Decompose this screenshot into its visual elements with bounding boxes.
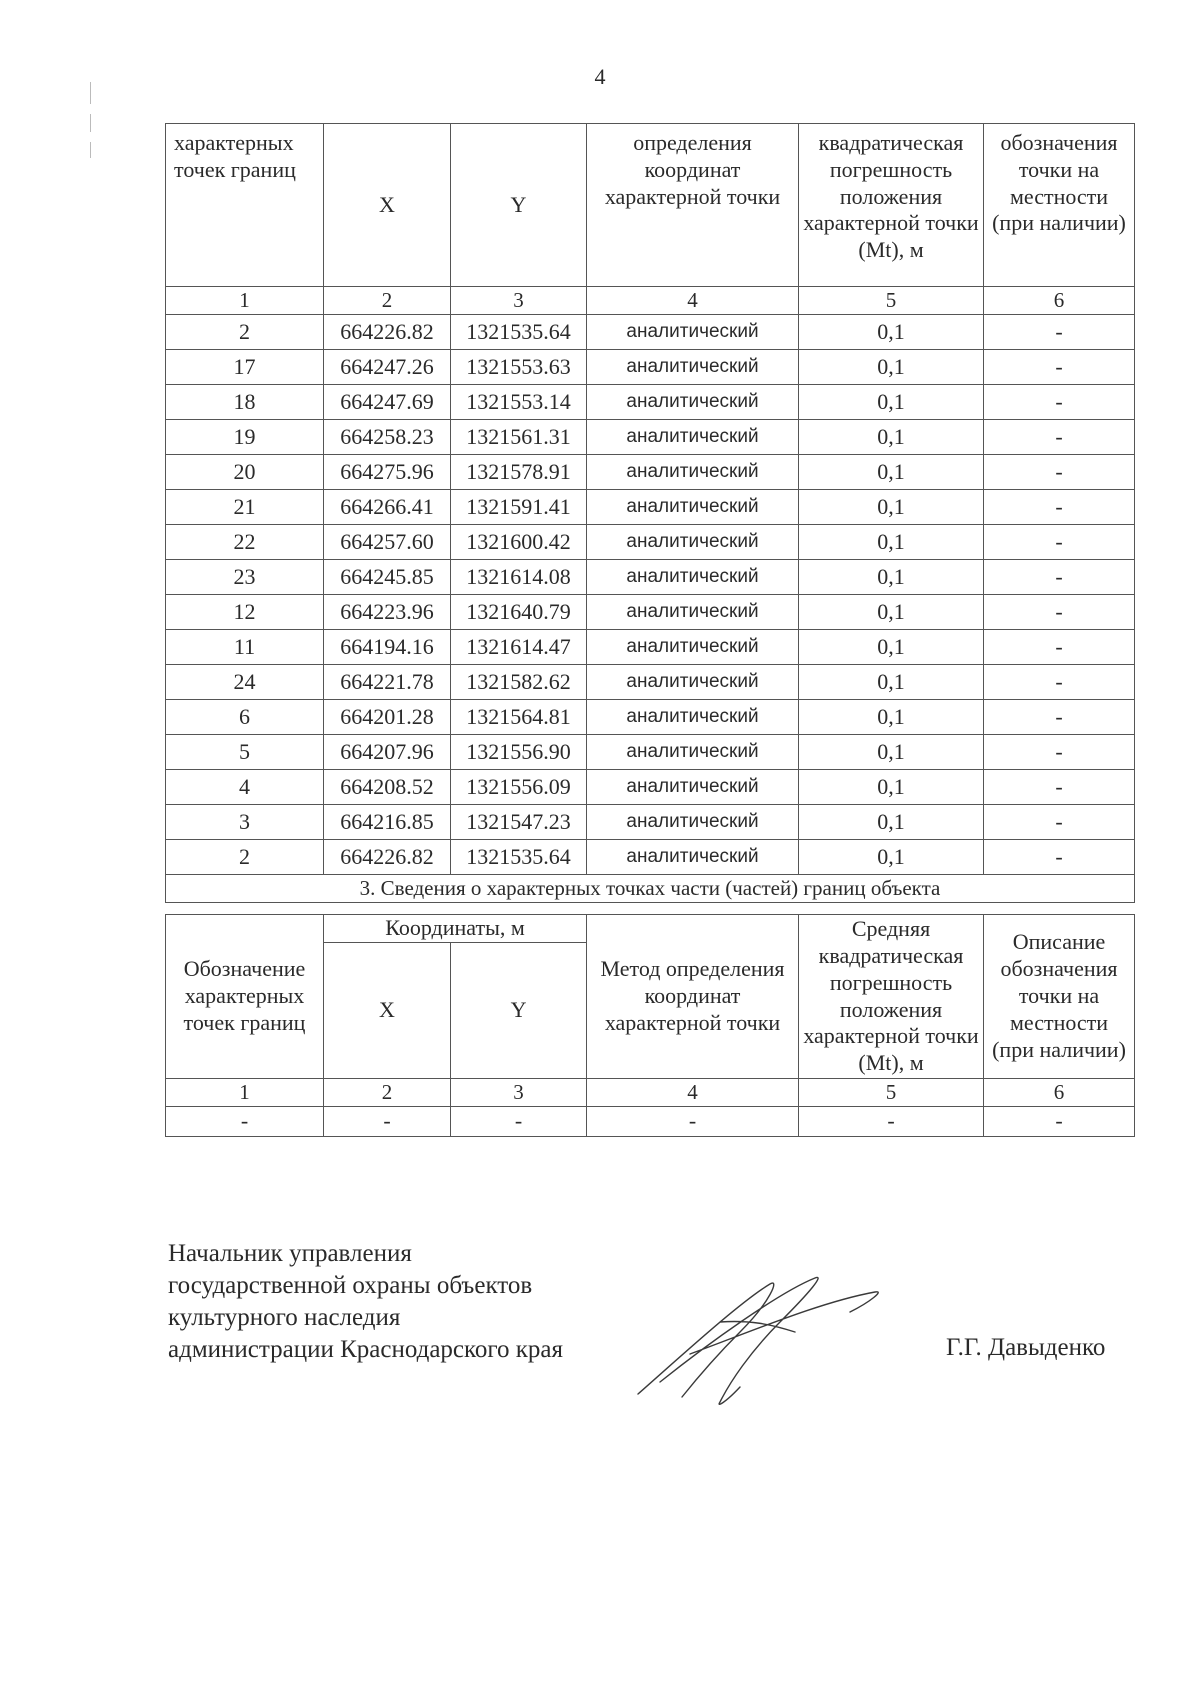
table-header-row [166,915,1135,943]
header-coordinates-group: Координаты, м [324,915,587,943]
point-cell: 22 [166,525,324,560]
position-line: администрации Краснодарского края [168,1336,564,1363]
description-cell: - [984,420,1135,455]
mt-cell: 0,1 [799,770,984,805]
description-cell: - [984,560,1135,595]
x-cell: 664208.52 [324,770,451,805]
table-row [166,420,1135,455]
table-row [166,455,1135,490]
mt-cell: 0,1 [799,665,984,700]
column-number-row [166,1079,1135,1107]
table-row [166,350,1135,385]
table-row [166,385,1135,420]
point-cell: 24 [166,665,324,700]
header-y: Y [451,124,587,287]
point-cell: 23 [166,560,324,595]
table-row [166,525,1135,560]
header-point-designation: характерных точек границ [166,124,324,287]
signer-position [168,1238,563,1366]
method-cell: аналитический [587,770,799,805]
column-number: 1 [166,1079,324,1107]
description-cell: - [984,700,1135,735]
method-cell: аналитический [587,455,799,490]
parts-boundary-points-table [165,914,1135,1137]
x-cell: 664207.96 [324,735,451,770]
x-cell: 664275.96 [324,455,451,490]
table-row [166,1107,1135,1137]
point-cell: 2 [166,315,324,350]
y-cell: 1321535.64 [451,315,587,350]
position-line: Начальник управления [168,1240,412,1267]
table-row [166,315,1135,350]
mt-cell: 0,1 [799,490,984,525]
column-number: 2 [324,1079,451,1107]
y-cell: 1321640.79 [451,595,587,630]
point-cell: 2 [166,840,324,875]
y-cell: - [451,1107,587,1137]
method-cell: аналитический [587,595,799,630]
mt-cell: 0,1 [799,315,984,350]
point-cell: 3 [166,805,324,840]
table-row [166,840,1135,875]
mt-cell: 0,1 [799,630,984,665]
method-cell: аналитический [587,630,799,665]
description-cell: - [984,455,1135,490]
table-row [166,595,1135,630]
y-cell: 1321591.41 [451,490,587,525]
column-number: 4 [587,287,799,315]
header-x: X [324,124,451,287]
section-title: 3. Сведения о характерных точках части (частей) границ объекта [166,875,1135,903]
x-cell: 664247.69 [324,385,451,420]
column-number: 5 [799,1079,984,1107]
method-cell: аналитический [587,805,799,840]
section-title-row [166,875,1135,903]
column-number-row [166,287,1135,315]
column-number: 6 [984,287,1135,315]
method-cell: аналитический [587,490,799,525]
x-cell: 664223.96 [324,595,451,630]
mt-cell: 0,1 [799,385,984,420]
description-cell: - [984,595,1135,630]
table-row [166,805,1135,840]
margin-marks [90,82,92,168]
mt-cell: 0,1 [799,560,984,595]
mt-cell: 0,1 [799,525,984,560]
mt-cell: - [799,1107,984,1137]
table-row [166,700,1135,735]
header-point-designation: Обозначение характерных точек границ [166,915,324,1079]
column-number: 2 [324,287,451,315]
x-cell: 664245.85 [324,560,451,595]
method-cell: аналитический [587,700,799,735]
point-cell: 11 [166,630,324,665]
x-cell: 664226.82 [324,315,451,350]
boundary-points-table [165,123,1135,903]
column-number: 6 [984,1079,1135,1107]
table-row [166,770,1135,805]
y-cell: 1321556.90 [451,735,587,770]
description-cell: - [984,525,1135,560]
x-cell: 664221.78 [324,665,451,700]
header-y: Y [451,943,587,1079]
point-cell: 4 [166,770,324,805]
header-accuracy: квадратическая погрешность положения характерной точки (Mt), м [799,124,984,287]
position-line: государственной охраны объектов [168,1272,533,1299]
y-cell: 1321614.47 [451,630,587,665]
column-number: 3 [451,1079,587,1107]
header-x: X [324,943,451,1079]
column-number: 1 [166,287,324,315]
mt-cell: 0,1 [799,840,984,875]
point-cell: 18 [166,385,324,420]
header-accuracy: Средняя квадратическая погрешность положения характерной точки (Mt), м [799,915,984,1079]
description-cell: - [984,805,1135,840]
method-cell: аналитический [587,735,799,770]
description-cell: - [984,385,1135,420]
point-cell: 21 [166,490,324,525]
table-row [166,630,1135,665]
signer-name: Г.Г. Давыденко [946,1334,1106,1361]
x-cell: 664201.28 [324,700,451,735]
mt-cell: 0,1 [799,595,984,630]
point-cell: 20 [166,455,324,490]
description-cell: - [984,1107,1135,1137]
x-cell: 664257.60 [324,525,451,560]
mt-cell: 0,1 [799,805,984,840]
x-cell: 664266.41 [324,490,451,525]
column-number: 5 [799,287,984,315]
y-cell: 1321582.62 [451,665,587,700]
y-cell: 1321564.81 [451,700,587,735]
header-description: Описание обозначения точки на местности (при наличии) [984,915,1135,1079]
mt-cell: 0,1 [799,735,984,770]
table-row [166,490,1135,525]
position-line: культурного наследия [168,1304,401,1331]
table-row [166,735,1135,770]
method-cell: аналитический [587,350,799,385]
y-cell: 1321547.23 [451,805,587,840]
table-row [166,560,1135,595]
point-cell: 6 [166,700,324,735]
x-cell: - [324,1107,451,1137]
y-cell: 1321535.64 [451,840,587,875]
method-cell: аналитический [587,665,799,700]
description-cell: - [984,630,1135,665]
table-row [166,665,1135,700]
description-cell: - [984,665,1135,700]
point-cell: 19 [166,420,324,455]
y-cell: 1321561.31 [451,420,587,455]
description-cell: - [984,840,1135,875]
mt-cell: 0,1 [799,350,984,385]
description-cell: - [984,315,1135,350]
mt-cell: 0,1 [799,420,984,455]
x-cell: 664226.82 [324,840,451,875]
point-cell: 12 [166,595,324,630]
x-cell: 664216.85 [324,805,451,840]
description-cell: - [984,350,1135,385]
header-description: обозначения точки на местности (при наличии) [984,124,1135,287]
mt-cell: 0,1 [799,455,984,490]
method-cell: аналитический [587,525,799,560]
y-cell: 1321553.14 [451,385,587,420]
y-cell: 1321614.08 [451,560,587,595]
point-cell: 17 [166,350,324,385]
table-header-row [166,124,1135,287]
y-cell: 1321578.91 [451,455,587,490]
description-cell: - [984,490,1135,525]
point-cell: - [166,1107,324,1137]
description-cell: - [984,735,1135,770]
method-cell: аналитический [587,560,799,595]
column-number: 3 [451,287,587,315]
x-cell: 664194.16 [324,630,451,665]
description-cell: - [984,770,1135,805]
mt-cell: 0,1 [799,700,984,735]
method-cell: аналитический [587,385,799,420]
handwritten-signature [620,1262,890,1412]
x-cell: 664247.26 [324,350,451,385]
method-cell: аналитический [587,315,799,350]
y-cell: 1321553.63 [451,350,587,385]
y-cell: 1321600.42 [451,525,587,560]
page-number: 4 [594,64,606,89]
method-cell: аналитический [587,840,799,875]
header-method: Метод определения координат характерной точки [587,915,799,1079]
y-cell: 1321556.09 [451,770,587,805]
x-cell: 664258.23 [324,420,451,455]
header-method: определения координат характерной точки [587,124,799,287]
point-cell: 5 [166,735,324,770]
column-number: 4 [587,1079,799,1107]
method-cell: - [587,1107,799,1137]
method-cell: аналитический [587,420,799,455]
